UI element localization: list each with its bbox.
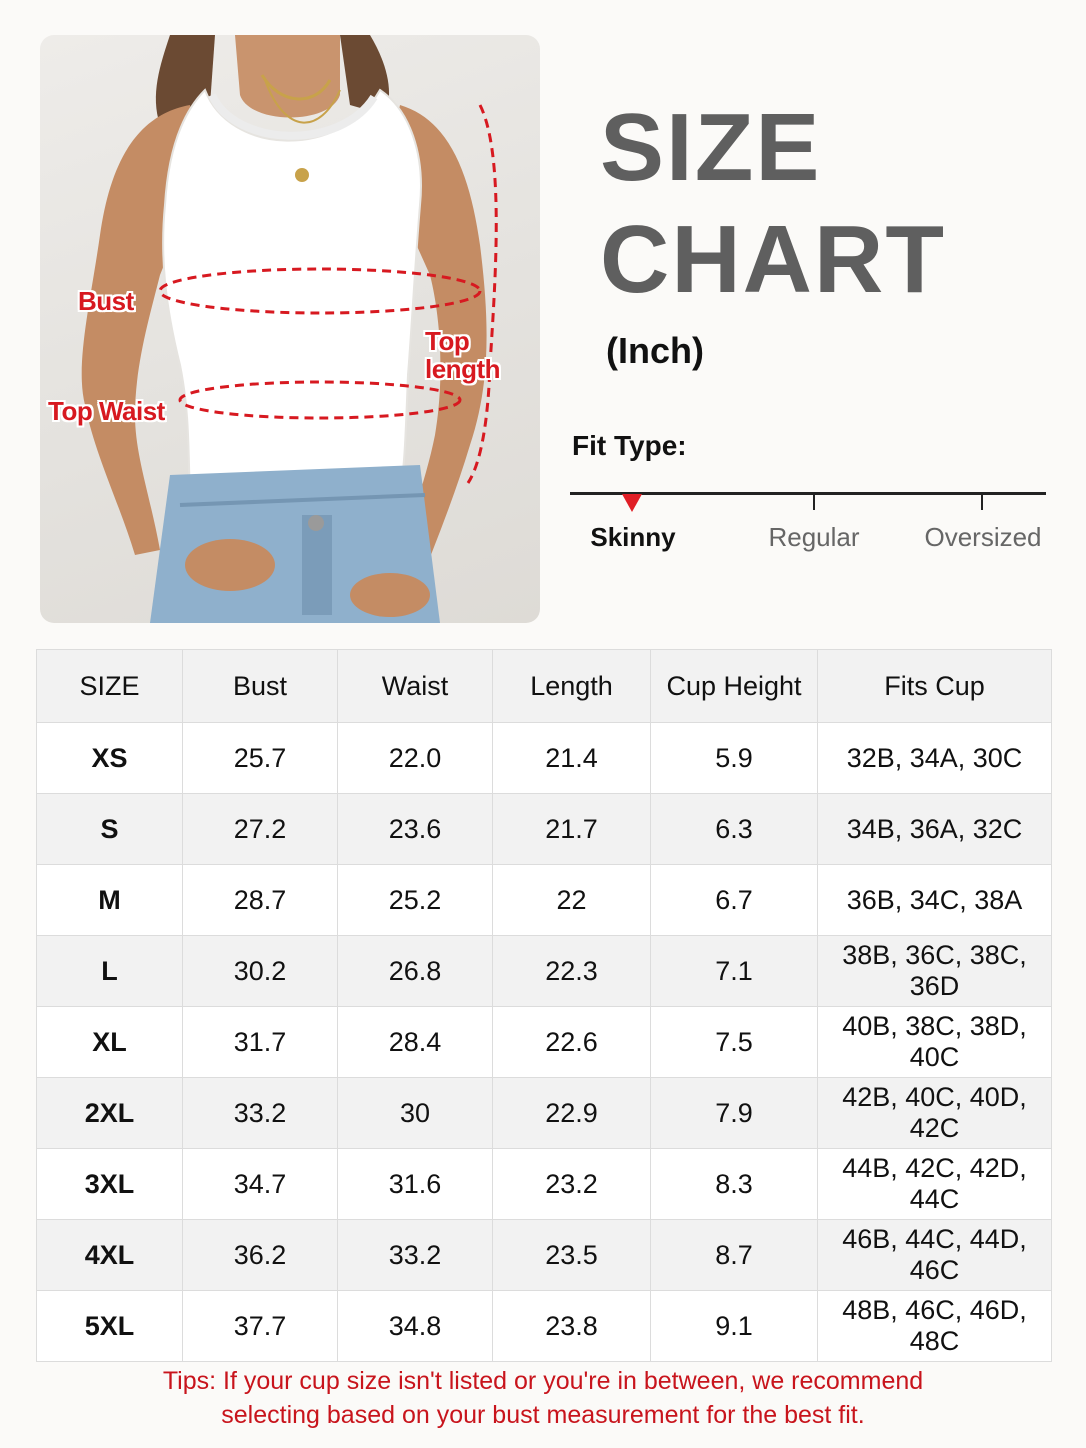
cell-length: 22 [493,865,651,936]
cell-bust: 33.2 [183,1078,338,1149]
cell-waist: 34.8 [338,1291,493,1362]
header-fits-cup: Fits Cup [818,650,1052,723]
cell-cup-height: 6.3 [651,794,818,865]
bust-label: Bust [78,286,134,316]
page-title [600,92,946,316]
fit-type-label: Fit Type: [572,430,687,461]
table-row [37,723,1052,794]
cell-bust: 36.2 [183,1220,338,1291]
top-waist-label: Top Waist [48,396,165,426]
size-table [36,649,1052,1362]
table-row [37,865,1052,936]
cell-waist: 33.2 [338,1220,493,1291]
cell-fits-cup: 38B, 36C, 38C, 36D [818,936,1052,1007]
cell-bust: 37.7 [183,1291,338,1362]
cell-cup-height: 6.7 [651,865,818,936]
cell-waist: 31.6 [338,1149,493,1220]
cell-bust: 34.7 [183,1149,338,1220]
cell-size: XS [37,723,183,794]
title-line-2: CHART [600,206,946,313]
cell-waist: 22.0 [338,723,493,794]
table-row [37,1291,1052,1362]
table-row [37,1078,1052,1149]
cell-waist: 26.8 [338,936,493,1007]
cell-length: 22.3 [493,936,651,1007]
product-photo [40,35,540,623]
header-bust: Bust [183,650,338,723]
cell-cup-height: 7.9 [651,1078,818,1149]
cell-length: 22.9 [493,1078,651,1149]
cell-fits-cup: 32B, 34A, 30C [818,723,1052,794]
cell-length: 21.7 [493,794,651,865]
cell-length: 23.2 [493,1149,651,1220]
cell-cup-height: 5.9 [651,723,818,794]
table-row [37,936,1052,1007]
cell-fits-cup: 40B, 38C, 38D, 40C [818,1007,1052,1078]
top-length-label: Top length [425,326,500,384]
cell-fits-cup: 44B, 42C, 42D, 44C [818,1149,1052,1220]
cell-size: 5XL [37,1291,183,1362]
cell-waist: 28.4 [338,1007,493,1078]
header-cup-height: Cup Height [651,650,818,723]
header-waist: Waist [338,650,493,723]
fit-option-regular: Regular [768,522,860,552]
fit-type-scale [570,488,1046,518]
cell-size: 2XL [37,1078,183,1149]
cell-cup-height: 8.7 [651,1220,818,1291]
fit-tick-oversized [981,492,983,510]
unit-label: (Inch) [606,330,704,371]
cell-fits-cup: 36B, 34C, 38A [818,865,1052,936]
table-row [37,1220,1052,1291]
fit-marker-icon [622,494,642,512]
cell-size: L [37,936,183,1007]
fit-option-oversized: Oversized [924,522,1042,552]
cell-size: XL [37,1007,183,1078]
cell-waist: 30 [338,1078,493,1149]
tips-line-2: selecting based on your bust measurement for the best fit. [221,1401,865,1429]
cell-cup-height: 8.3 [651,1149,818,1220]
table-body [37,723,1052,1362]
title-line-1: SIZE [600,94,822,201]
cell-length: 22.6 [493,1007,651,1078]
cell-fits-cup: 34B, 36A, 32C [818,794,1052,865]
cell-size: M [37,865,183,936]
cell-size: S [37,794,183,865]
table-row [37,1149,1052,1220]
cell-waist: 25.2 [338,865,493,936]
cell-length: 21.4 [493,723,651,794]
table-row [37,794,1052,865]
cell-bust: 30.2 [183,936,338,1007]
table-header-row [37,650,1052,723]
cell-bust: 27.2 [183,794,338,865]
cell-fits-cup: 46B, 44C, 44D, 46C [818,1220,1052,1291]
header-length: Length [493,650,651,723]
fit-tick-regular [813,492,815,510]
tips-note [90,1364,996,1432]
cell-bust: 31.7 [183,1007,338,1078]
cell-size: 3XL [37,1149,183,1220]
cell-bust: 28.7 [183,865,338,936]
cell-size: 4XL [37,1220,183,1291]
cell-cup-height: 7.1 [651,936,818,1007]
cell-fits-cup: 48B, 46C, 46D, 48C [818,1291,1052,1362]
cell-length: 23.5 [493,1220,651,1291]
cell-cup-height: 7.5 [651,1007,818,1078]
tips-line-1: Tips: If your cup size isn't listed or you're in between, we recommend [162,1367,924,1395]
cell-waist: 23.6 [338,794,493,865]
cell-length: 23.8 [493,1291,651,1362]
cell-fits-cup: 42B, 40C, 40D, 42C [818,1078,1052,1149]
cell-cup-height: 9.1 [651,1291,818,1362]
cell-bust: 25.7 [183,723,338,794]
fit-option-skinny: Skinny [590,522,676,552]
header-size: SIZE [37,650,183,723]
table-row [37,1007,1052,1078]
